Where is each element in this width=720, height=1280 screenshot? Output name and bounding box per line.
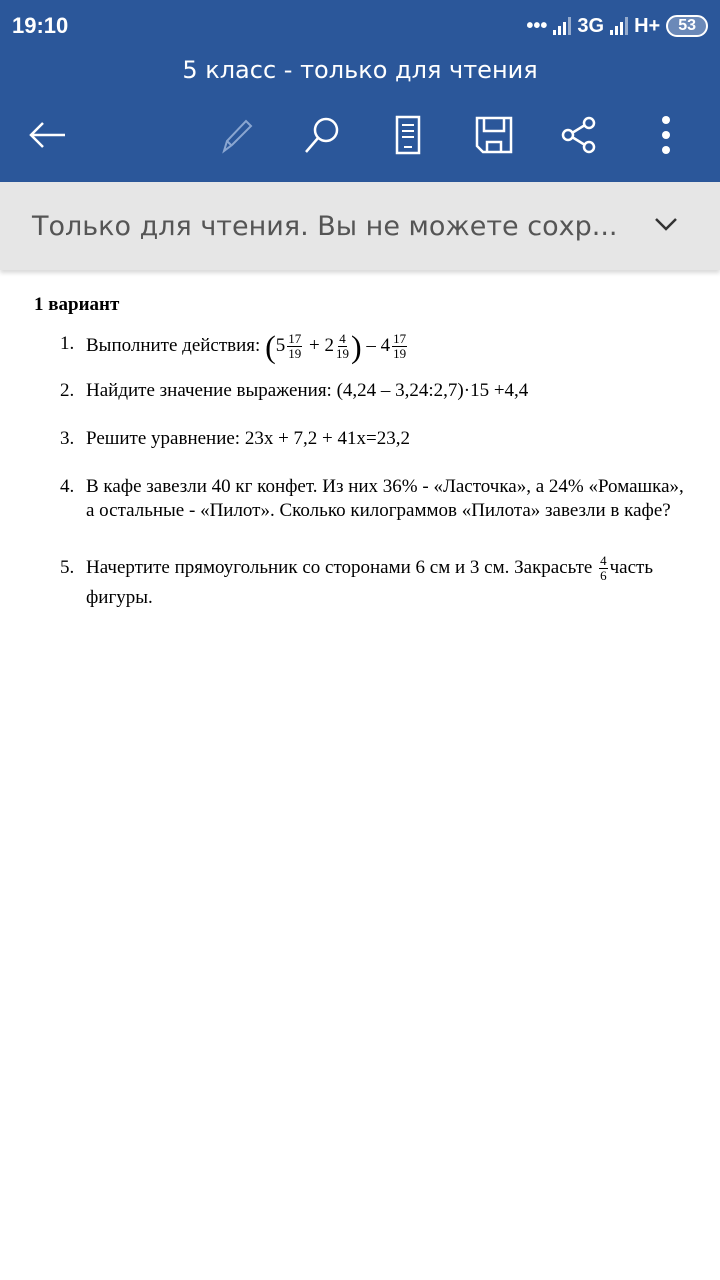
task-5 [34, 553, 704, 613]
clock: 19:10 [12, 13, 69, 38]
whole: 5 [275, 334, 286, 356]
numerator: 4 [339, 331, 346, 346]
more-vertical-icon [661, 115, 671, 155]
task-text: Начертите прямоугольник со сторонами 6 см и 3 см. Закрасьте [86, 557, 593, 578]
task-1 [34, 328, 704, 365]
read-only-banner[interactable] [0, 182, 720, 270]
share-button[interactable] [556, 112, 602, 158]
mobile-view-icon [393, 115, 423, 155]
denominator: 19 [393, 346, 407, 361]
task-number: 3. [60, 428, 75, 449]
numerator: 17 [393, 331, 407, 346]
denominator: 19 [335, 346, 349, 361]
operator: – [366, 334, 376, 356]
status-bar [12, 10, 708, 42]
fraction [336, 332, 349, 361]
whole: 2 [324, 334, 334, 356]
document-content [34, 294, 704, 613]
toolbar [0, 112, 720, 158]
task-number: 4. [60, 476, 75, 497]
numerator: 4 [600, 553, 607, 569]
task-text: Найдите значение выражения: (4,24 – 3,24:2,7)·15 +4,4 [86, 380, 529, 401]
task-2 [34, 379, 704, 403]
numerator: 17 [288, 331, 302, 346]
fraction [392, 332, 407, 361]
signal-icon [553, 17, 571, 35]
more-options-button[interactable] [643, 112, 689, 158]
task-number: 5. [60, 557, 75, 578]
fraction [599, 554, 608, 583]
variant-heading: 1 вариант [34, 294, 120, 315]
battery-icon: 53 [666, 15, 708, 37]
network-type: 3G [577, 14, 605, 37]
banner-text: Только для чтения. Вы не можете сохр... [32, 210, 618, 242]
denominator: 19 [288, 346, 302, 361]
share-icon [559, 115, 599, 155]
fraction [287, 332, 302, 361]
denominator: 6 [600, 568, 607, 584]
document-title: 5 класс - только для чтения [182, 56, 538, 84]
task-text: В кафе завезли 40 кг конфет. Из них 36% - «Ласточка», а 24% «Ромашка», а остальные - «Пилот». Сколько килограммов «Пилота» завезли в кафе? [86, 476, 684, 521]
whole: 4 [380, 334, 391, 356]
mobile-view-button[interactable] [385, 112, 431, 158]
pencil-icon [216, 115, 256, 155]
task-text: Выполните действия: [86, 334, 261, 356]
chevron-down-icon[interactable] [654, 216, 678, 232]
edit-button[interactable] [213, 112, 259, 158]
signal-icon-2 [610, 17, 628, 35]
task-text: Решите уравнение: 23x + 7,2 + 41x=23,2 [86, 428, 410, 449]
math-expression: (5 $\frac{17}{19}$ + 2 $\frac{4}{19}$ ) – 4 $\frac{17}{19}$ [265, 328, 407, 365]
app-header [0, 0, 720, 182]
back-button[interactable] [24, 112, 70, 158]
search-icon [302, 115, 342, 155]
network-type-2: H+ [634, 14, 661, 37]
arrow-left-icon [27, 120, 67, 150]
task-4 [34, 475, 704, 523]
task-number: 1. [60, 333, 75, 354]
search-button[interactable] [299, 112, 345, 158]
save-button[interactable] [471, 112, 517, 158]
save-icon [474, 115, 514, 155]
task-3 [34, 427, 704, 451]
more-dots-icon: ••• [526, 14, 548, 37]
task-number: 2. [60, 380, 75, 401]
task-text-end: часть фигуры. [86, 557, 653, 609]
operator: + [308, 334, 320, 356]
